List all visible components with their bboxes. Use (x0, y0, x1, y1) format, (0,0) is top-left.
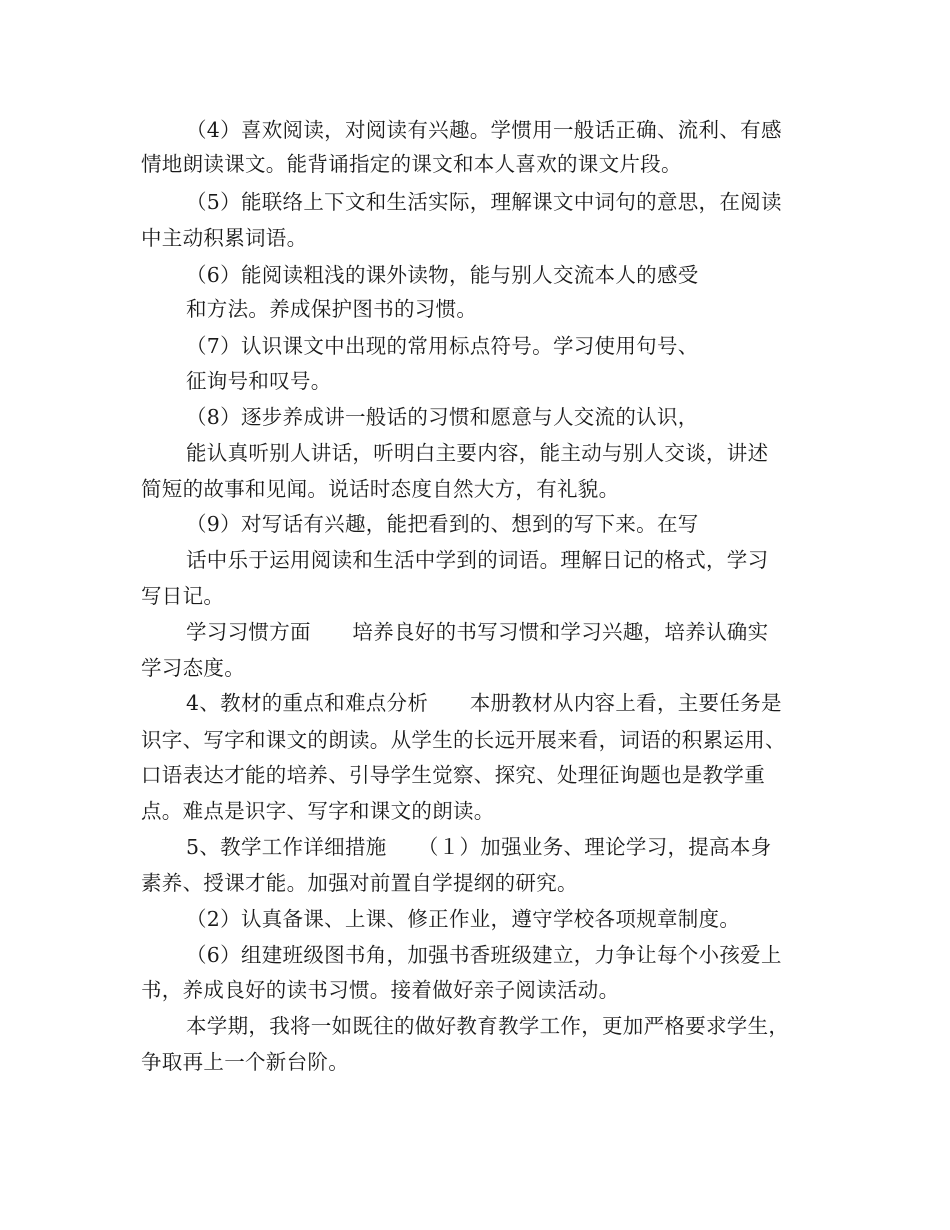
text-line: 点。难点是识字、写字和课文的朗读。 (141, 799, 495, 823)
text-line: 写日记。 (141, 584, 225, 608)
text-line: 学习态度。 (141, 656, 245, 680)
text-line: （9）对写话有兴趣，能把看到的、想到的写下来。在写 (186, 512, 699, 536)
text-line: 征询号和叹号。 (186, 369, 332, 393)
text-line: （4）喜欢阅读，对阅读有兴趣。学惯用一般话正确、流利、有感 (186, 118, 782, 142)
text-line: 简短的故事和见闻。说话时态度自然大方，有礼貌。 (141, 477, 620, 501)
text-line: 素养、授课才能。加强对前置自学提纲的研究。 (141, 871, 578, 895)
text-line: （7）认识课文中出现的常用标点符号。学习使用句号、 (186, 334, 699, 358)
text-line: （6）组建班级图书角，加强书香班级建立，力争让每个小孩爱上 (186, 943, 782, 967)
text-line: 口语表达才能的培养、引导学生觉察、探究、处理征询题也是教学重 (141, 763, 765, 787)
text-line: 识字、写字和课文的朗读。从学生的长远开展来看，词语的积累运用、 (141, 728, 786, 752)
text-line: （8）逐步养成讲一般话的习惯和愿意与人交流的认识， (186, 405, 699, 429)
text-line: 本学期，我将一如既往的做好教育教学工作，更加严格要求学生， (186, 1014, 790, 1038)
text-line: 4、教材的重点和难点分析 本册教材从内容上看，主要任务是 (186, 691, 782, 715)
text-line: 中主动积累词语。 (141, 226, 308, 250)
text-line: 情地朗读课文。能背诵指定的课文和本人喜欢的课文片段。 (141, 152, 682, 176)
text-line: 书，养成良好的读书习惯。接着做好亲子阅读活动。 (141, 978, 620, 1002)
text-line: 话中乐于运用阅读和生活中学到的词语。理解日记的格式，学习 (186, 548, 769, 572)
text-line: 5、教学工作详细措施 （１）加强业务、理论学习，提高本身 (186, 835, 772, 859)
text-line: 学习习惯方面 培养良好的书写习惯和学习兴趣，培养认确实 (186, 620, 769, 644)
text-line: （2）认真备课、上课、修正作业，遵守学校各项规章制度。 (186, 907, 741, 931)
text-line: 能认真听别人讲话，听明白主要内容，能主动与别人交谈，讲述 (186, 441, 769, 465)
text-line: 争取再上一个新台阶。 (141, 1050, 349, 1074)
text-line: 和方法。养成保护图书的习惯。 (186, 297, 478, 321)
text-line: （5）能联络上下文和生活实际，理解课文中词句的意思，在阅读 (186, 190, 782, 214)
text-line: （6）能阅读粗浅的课外读物，能与别人交流本人的感受 (186, 263, 699, 287)
